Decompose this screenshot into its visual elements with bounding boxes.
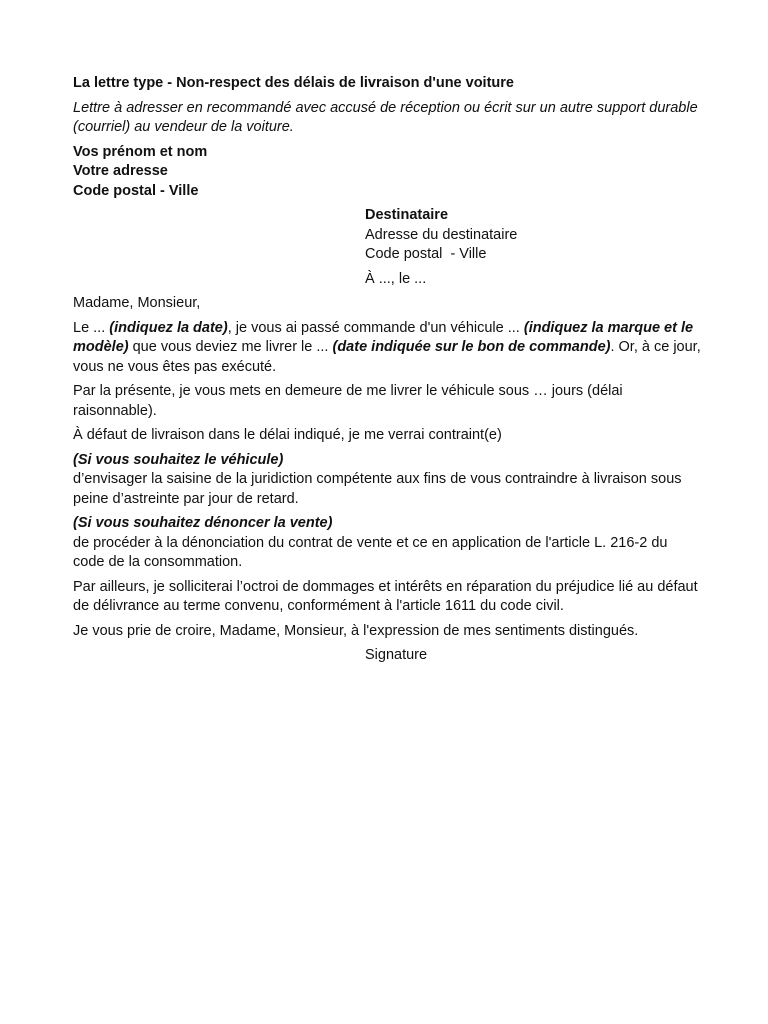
p1-placeholder-delivery-date: (date indiquée sur le bon de commande) (332, 339, 611, 355)
paragraph-formal-notice: Par la présente, je vous mets en demeure de me livrer le véhicule sous … jours (délai raisonnable). (73, 383, 623, 419)
place-date-line: À ..., le ... (365, 270, 427, 287)
p1-text-3: que vous deviez me livrer le ... (128, 339, 333, 355)
option2-text: de procéder à la dénonciation du contrat de vente et ce en application de l'article L. 216-2 du code de la consommation. (73, 534, 668, 570)
p1-placeholder-date: (indiquez la date) (109, 319, 228, 336)
paragraph-damages: Par ailleurs, je solliciterai l’octroi de dommages et intérêts en réparation du préjudice lié au défaut de délivrance au terme convenu, conformément à l'article 1611 du code civil. (73, 578, 698, 614)
p1-placeholder-model: (indiquez la marque et le modèle) (73, 319, 694, 355)
sender-address: Votre adresse (73, 163, 168, 179)
option1-text: d’envisager la saisine de la juridiction compétente aux fins de vous contraindre à livraison sous peine d’astreinte par jour de retard. (73, 471, 682, 507)
p1-text-1: Le ... (73, 319, 110, 336)
closing-formula: Je vous prie de croire, Madame, Monsieur, à l'expression de mes sentiments distingués. (73, 622, 639, 639)
recipient-city: Code postal - Ville (365, 246, 487, 262)
paragraph-order (73, 319, 701, 378)
option1-heading: (Si vous souhaitez le véhicule) (73, 451, 284, 468)
sender-name: Vos prénom et nom (73, 143, 208, 160)
sender-city: Code postal - Ville (73, 182, 199, 199)
paragraph-default: À défaut de livraison dans le délai indiqué, je me verrai contraint(e) (73, 427, 502, 443)
p1-text-2: , je vous ai passé commande d'un véhicule ... (227, 319, 524, 336)
p1-text-4: . Or, à ce jour, vous ne vous êtes pas exécuté. (73, 339, 701, 375)
sender-block (73, 143, 701, 202)
signature-label: Signature (365, 647, 428, 663)
recipient-label: Destinataire (365, 207, 449, 223)
option2-heading: (Si vous souhaitez dénoncer la vente) (73, 515, 333, 531)
salutation: Madame, Monsieur, (73, 295, 201, 311)
recipient-block (365, 206, 701, 265)
letter-title: La lettre type - Non-respect des délais de livraison d'une voiture (73, 75, 514, 91)
option-keep-vehicle (73, 451, 701, 510)
recipient-address: Adresse du destinataire (365, 226, 518, 243)
letter-intro: Lettre à adresser en recommandé avec accusé de réception ou écrit sur un autre support durable (courriel) au vendeur de la voiture. (73, 99, 698, 135)
letter-page (73, 74, 701, 666)
option-cancel-sale (73, 514, 701, 573)
